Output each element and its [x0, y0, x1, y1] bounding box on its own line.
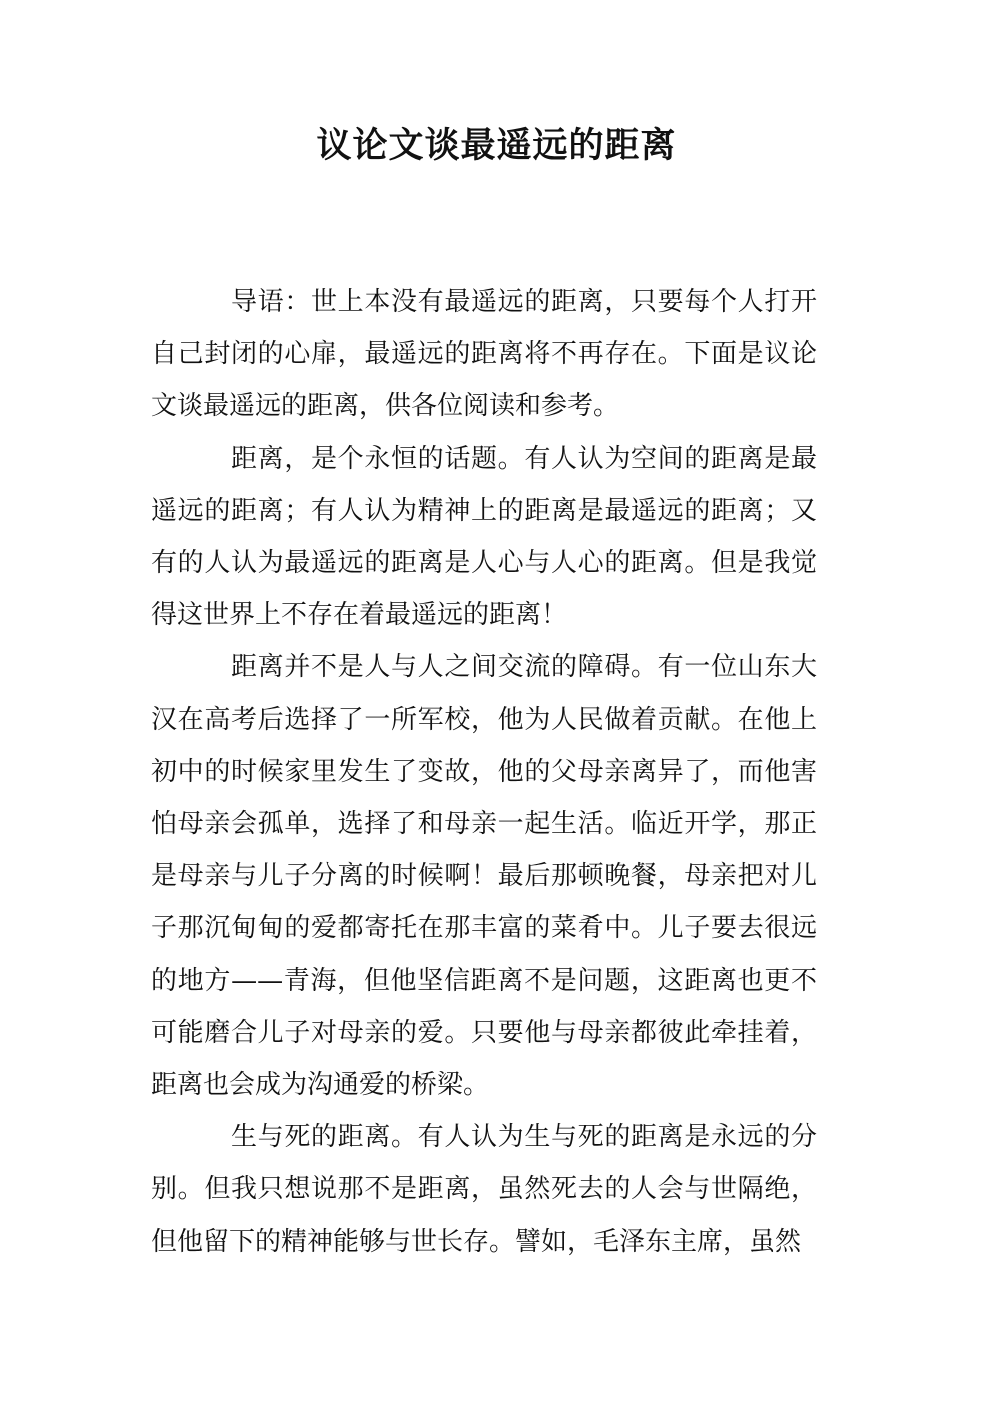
document-body [151, 276, 817, 1268]
paragraph-communication: 距离并不是人与人之间交流的障碍。有一位山东大汉在高考后选择了一所军校，他为人民做着贡献。在他上初中的时候家里发生了变故，他的父母亲离异了，而他害怕母亲会孤单，选择了和母亲一起生活。临近开学，那正是母亲与儿子分离的时候啊！最后那顿晚餐，母亲把对儿子那沉甸甸的爱都寄托在那丰富的菜肴中。儿子要去很远的地方——青海，但他坚信距离不是问题，这距离也更不可能磨合儿子对母亲的爱。只要他与母亲都彼此牵挂着，距离也会成为沟通爱的桥梁。 [151, 652, 817, 1101]
document-title: 议论文谈最遥远的距离 [316, 125, 677, 166]
paragraph-distance-topic: 距离，是个永恒的话题。有人认为空间的距离是最遥远的距离；有人认为精神上的距离是最遥远的距离；又有的人认为最遥远的距离是人心与人心的距离。但是我觉得这世界上不存在着最遥远的距离！ [151, 443, 817, 631]
paragraph-life-death: 生与死的距离。有人认为生与死的距离是永远的分别。但我只想说那不是距离，虽然死去的人会与世隔绝，但他留下的精神能够与世长存。譬如，毛泽东主席，虽然 [151, 1122, 817, 1257]
paragraph-intro: 导语：世上本没有最遥远的距离，只要每个人打开自己封闭的心扉，最遥远的距离将不再存在。下面是议论文谈最遥远的距离，供各位阅读和参考。 [151, 287, 817, 422]
